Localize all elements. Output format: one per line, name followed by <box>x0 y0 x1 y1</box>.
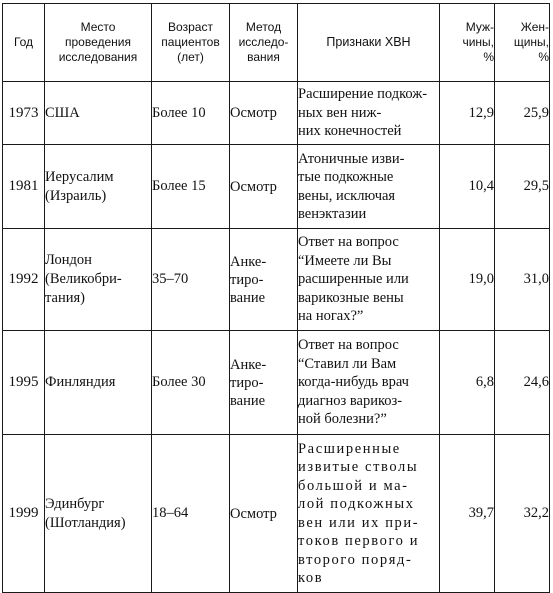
cell-text-line: Год <box>13 35 34 49</box>
men-percent-cell: 10,4 <box>440 145 495 229</box>
age-cell <box>152 229 230 331</box>
cell-text-line: токов первого и <box>298 533 420 549</box>
women-percent-cell: 24,6 <box>495 331 550 435</box>
cell-text-line: исследования <box>58 50 138 64</box>
cell-text-line: Финляндия <box>45 374 116 390</box>
cell-text-line: проведения <box>65 35 131 49</box>
cell-text-line: когда-нибудь врач <box>298 374 409 391</box>
men-percent-cell: 6,8 <box>440 331 495 435</box>
header-features <box>298 4 440 82</box>
cell-text-line: тиро- <box>230 271 264 288</box>
cell-text-line: Эдинбург <box>45 495 105 512</box>
cell-text-line: исследо- <box>238 35 289 49</box>
features-cell <box>298 82 440 145</box>
year-cell: 1981 <box>3 145 45 229</box>
table-row <box>3 82 550 145</box>
age-cell <box>152 331 230 435</box>
cell-text-line: на ногах?” <box>298 308 364 325</box>
cell-text-line: большой и ма- <box>298 477 409 494</box>
cell-text-line: Муж- <box>465 20 494 34</box>
header-row <box>3 4 550 82</box>
cell-text-line: извитые стволы <box>298 459 419 475</box>
cell-text-line: Более 10 <box>152 104 206 121</box>
men-percent-cell: 39,7 <box>440 435 495 593</box>
cell-text-line: Место <box>80 20 116 34</box>
header-year <box>3 4 45 82</box>
cell-text-line: (Великобри- <box>45 271 122 287</box>
cell-text-line: США <box>45 104 80 121</box>
place-cell <box>45 331 152 435</box>
cell-text-line: Более 30 <box>152 374 206 390</box>
cell-text-line: Расширенные <box>298 440 401 457</box>
cell-text-line: Анке- <box>230 356 267 373</box>
cell-text-line: расширенные или <box>298 271 409 288</box>
features-cell <box>298 435 440 593</box>
header-age <box>152 4 230 82</box>
table-row <box>3 229 550 331</box>
cell-text-line: вены, исключая <box>298 187 396 204</box>
cell-text-line: Признаки ХВН <box>326 35 411 49</box>
cell-text-line: вание <box>230 392 266 409</box>
men-percent-cell: 19,0 <box>440 229 495 331</box>
table-row <box>3 331 550 435</box>
cell-text-line: Ответ на вопрос <box>298 234 399 251</box>
table-row <box>3 435 550 593</box>
cell-text-line: второго поряд- <box>298 551 413 568</box>
women-percent-cell: 29,5 <box>495 145 550 229</box>
cell-text-line: “Имеете ли Вы <box>298 252 392 269</box>
cell-text-line: Осмотр <box>230 505 277 522</box>
cell-text-line: вен или их при- <box>298 514 420 531</box>
cell-text-line: Осмотр <box>230 178 277 195</box>
cell-text-line: тания) <box>45 290 85 306</box>
header-place <box>45 4 152 82</box>
men-percent-cell: 12,9 <box>440 82 495 145</box>
features-cell <box>298 331 440 435</box>
cell-text-line: 35–70 <box>152 271 189 287</box>
year-cell: 1995 <box>3 331 45 435</box>
cell-text-line: ков <box>298 570 324 586</box>
cell-text-line: % <box>538 50 549 64</box>
features-cell <box>298 229 440 331</box>
cell-text-line: Анке- <box>230 253 267 270</box>
cell-text-line: (Шотландия) <box>45 514 126 531</box>
cell-text-line: Жен- <box>520 20 549 34</box>
header-method <box>230 4 298 82</box>
cell-text-line: чины, <box>462 35 494 49</box>
method-cell <box>230 82 298 145</box>
cell-text-line: вание <box>230 289 266 306</box>
year-cell: 1992 <box>3 229 45 331</box>
women-percent-cell: 32,2 <box>495 435 550 593</box>
cell-text-line: них конечностей <box>298 123 402 140</box>
cell-text-line: Атоничные изви- <box>298 150 405 167</box>
age-cell <box>152 435 230 593</box>
cell-text-line: ных вен ниж- <box>298 104 382 121</box>
features-cell <box>298 145 440 229</box>
place-cell <box>45 229 152 331</box>
cell-text-line: Осмотр <box>230 105 277 121</box>
prevalence-table <box>2 3 550 593</box>
cell-text-line: вания <box>247 50 280 64</box>
place-cell <box>45 435 152 593</box>
cell-text-line: тые подкожные <box>298 169 394 185</box>
year-cell: 1999 <box>3 435 45 593</box>
cell-text-line: % <box>483 50 494 64</box>
cell-text-line: лой подкожных <box>298 496 415 512</box>
method-cell <box>230 229 298 331</box>
cell-text-line: пациентов <box>161 35 220 49</box>
method-cell <box>230 331 298 435</box>
cell-text-line: Более 15 <box>152 178 206 194</box>
age-cell <box>152 145 230 229</box>
method-cell <box>230 435 298 593</box>
age-cell <box>152 82 230 145</box>
women-percent-cell: 31,0 <box>495 229 550 331</box>
header-men-percent <box>440 4 495 82</box>
cell-text-line: венэктазии <box>298 206 367 222</box>
cell-text-line: “Ставил ли Вам <box>298 355 397 372</box>
women-percent-cell: 25,9 <box>495 82 550 145</box>
place-cell <box>45 145 152 229</box>
cell-text-line: Лондон <box>45 252 92 268</box>
method-cell <box>230 145 298 229</box>
header-women-percent <box>495 4 550 82</box>
cell-text-line: Расширение подкож- <box>298 86 428 103</box>
cell-text-line: щины, <box>513 35 549 49</box>
cell-text-line: 18–64 <box>152 505 189 521</box>
cell-text-line: (Израиль) <box>45 187 107 204</box>
cell-text-line: тиро- <box>230 374 264 391</box>
cell-text-line: ной болезни?” <box>298 411 387 428</box>
cell-text-line: диагноз варикоз- <box>298 392 403 409</box>
place-cell <box>45 82 152 145</box>
cell-text-line: Метод <box>245 20 282 34</box>
cell-text-line: варикозные вены <box>298 289 404 306</box>
cell-text-line: Иерусалим <box>45 168 114 185</box>
year-cell: 1973 <box>3 82 45 145</box>
cell-text-line: Ответ на вопрос <box>298 337 399 354</box>
cell-text-line: Возраст <box>168 20 213 34</box>
cell-text-line: (лет) <box>177 50 204 64</box>
table-row <box>3 145 550 229</box>
